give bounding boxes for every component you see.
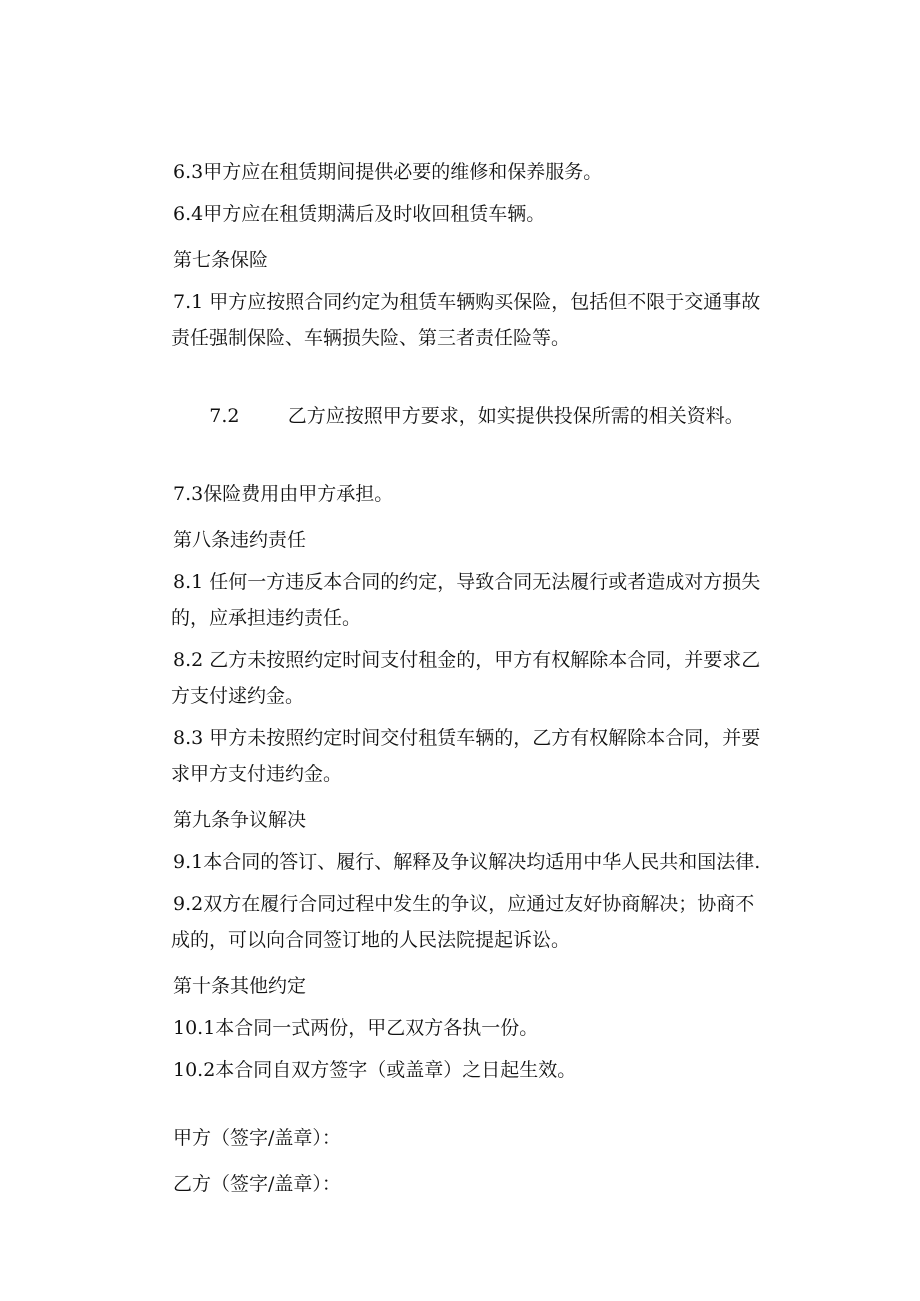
party-b-signature-line [173,1164,809,1204]
clause-text-continued: 求甲方支付违约金。 [171,763,343,785]
clause-8-2 [173,642,809,678]
clause-6-3 [173,154,809,190]
clause-9-2 [173,886,809,922]
clause-text-continued: 的，应承担违约责任。 [171,607,362,629]
clause-text: 8.2 乙方未按照约定时间支付租金的，甲方有权解除本合同，并要求乙 [173,649,761,671]
clause-8-3 [173,720,809,756]
clause-text: 8.3 甲方未按照约定时间交付租赁车辆的，乙方有权解除本合同，并要 [173,727,761,749]
clause-text: 6.3甲方应在租赁期间提供必要的维修和保养服务。 [173,161,603,183]
clause-text: 6.4甲方应在租赁期满后及时收回租赁车辆。 [173,203,546,225]
clause-10-2 [173,1052,809,1088]
clause-text: 10.2本合同自双方签字（或盖章）之日起生效。 [173,1059,577,1081]
party-a-signature-line [173,1118,809,1158]
clause-text: 8.1 任何一方违反本合同的约定，导致合同无法履行或者造成对方损失 [173,571,761,593]
clause-text: 7.1 甲方应按照合同约定为租赁车辆购买保险，包括但不限于交通事故 [173,291,761,313]
heading-text: 第八条违约责任 [173,529,307,551]
clause-9-1 [173,844,809,880]
section-heading-article-7 [173,242,809,278]
section-heading-article-10 [173,968,809,1004]
signature-label: 乙方（签字/盖章）： [173,1173,341,1195]
clause-text: 10.1本合同一式两份，甲乙双方各执一份。 [173,1017,539,1039]
clause-7-3 [173,476,809,512]
signature-block [173,1118,809,1204]
clause-8-1 [173,564,809,600]
clause-8-2-continued [171,678,809,714]
clause-8-1-continued [171,600,809,636]
section-heading-article-8 [173,522,809,558]
clause-7-1-continued [171,320,809,356]
clause-text-continued: 方支付逑约金。 [171,685,305,707]
clause-text: 9.1本合同的答订、履行、解释及争议解决均适用中华人民共和国法律. [173,851,761,873]
clause-7-2 [173,362,809,470]
clause-text-continued: 责任强制保险、车辆损失险、第三者责任险等。 [171,327,571,349]
clause-text: 7.3保险费用由甲方承担。 [173,483,394,505]
clause-8-3-continued [171,756,809,792]
heading-text: 第七条保险 [173,249,269,271]
heading-text: 第九条争议解决 [173,809,307,831]
clause-10-1 [173,1010,809,1046]
clause-6-4 [173,196,809,232]
heading-text: 第十条其他约定 [173,975,307,997]
section-heading-article-9 [173,802,809,838]
clause-7-1 [173,284,809,320]
contract-body [173,154,809,1204]
clause-text: 7.2 乙方应按照甲方要求，如实提供投保所需的相关资料。 [209,405,744,427]
clause-text: 9.2双方在履行合同过程中发生的争议，应通过友好协商解决；协商不 [173,893,755,915]
clause-9-2-continued [171,922,809,958]
signature-label: 甲方（签字/盖章）： [173,1127,341,1149]
clause-text-continued: 成的，可以向合同签订地的人民法院提起诉讼。 [171,929,571,951]
